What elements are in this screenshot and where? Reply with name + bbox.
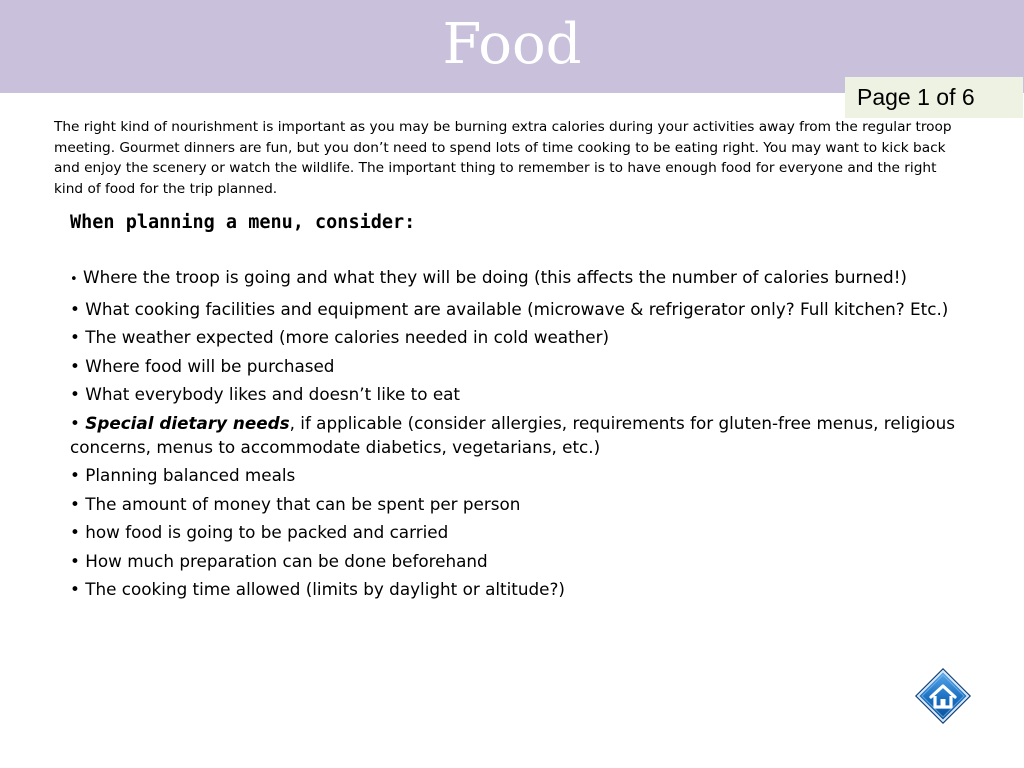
page-indicator: Page 1 of 6 <box>845 77 1023 118</box>
list-item-text: Where the troop is going and what they will be doing (this affects the number of calories burned!) <box>83 267 907 287</box>
bullet-marker: • <box>70 272 78 287</box>
home-button[interactable] <box>913 666 973 726</box>
list-item <box>70 382 960 406</box>
list-item-text: Planning balanced meals <box>85 465 296 485</box>
bullet-marker: • <box>70 550 80 571</box>
bullet-marker: • <box>70 522 80 542</box>
list-item-text: how food is going to be packed and carried <box>85 522 449 542</box>
bullet-marker: • <box>70 298 80 319</box>
bullet-marker: • <box>70 327 80 347</box>
list-item <box>70 463 960 487</box>
home-icon <box>913 666 973 726</box>
bullet-marker: • <box>70 493 80 514</box>
list-item <box>70 354 960 378</box>
list-item-text: What cooking facilities and equipment are available (microwave & refrigerator only? Full kitchen? Etc.) <box>85 298 949 319</box>
bullet-marker: • <box>70 465 80 485</box>
list-item-text: How much preparation can be done beforehand <box>85 550 488 571</box>
bullet-marker: • <box>70 579 80 599</box>
bullet-marker: • <box>70 355 80 376</box>
intro-paragraph: The right kind of nourishment is important as you may be burning extra calories during your activities away from the regular troop meeting. Gourmet dinners are fun, but you don’t need to spend lots of time cooking to be eating right. You may want to kick back and enjoy the scenery or watch the wildlife. The important thing to remember is to have enough food for everyone and the right kind of food for the trip planned. <box>54 119 952 197</box>
list-item <box>70 411 960 459</box>
list-item <box>70 297 960 321</box>
list-item <box>70 549 960 573</box>
list-item-text: What everybody likes and doesn’t like to eat <box>85 384 461 404</box>
list-item-text: Where food will be purchased <box>85 355 335 376</box>
list-item-emphasis: Special dietary needs <box>85 412 290 433</box>
slide-title: Food <box>442 12 582 77</box>
list-item-text: The weather expected (more calories needed in cold weather) <box>85 327 610 347</box>
list-item <box>70 520 960 544</box>
list-item <box>70 265 960 292</box>
list-item-text: , if applicable (consider allergies, requirements for gluten-free menus, religious concerns, menus to accommodate diabetics, vegetarians, etc.) <box>70 412 955 457</box>
consider-list <box>70 265 960 606</box>
list-item <box>70 325 960 349</box>
list-item-text: The cooking time allowed (limits by daylight or altitude?) <box>85 579 565 599</box>
list-item <box>70 492 960 516</box>
bullet-marker: • <box>70 384 80 404</box>
bullet-marker: • <box>70 412 80 433</box>
consider-heading: When planning a menu, consider: <box>70 212 416 233</box>
list-item-text: The amount of money that can be spent per person <box>85 493 521 514</box>
list-item <box>70 577 960 601</box>
